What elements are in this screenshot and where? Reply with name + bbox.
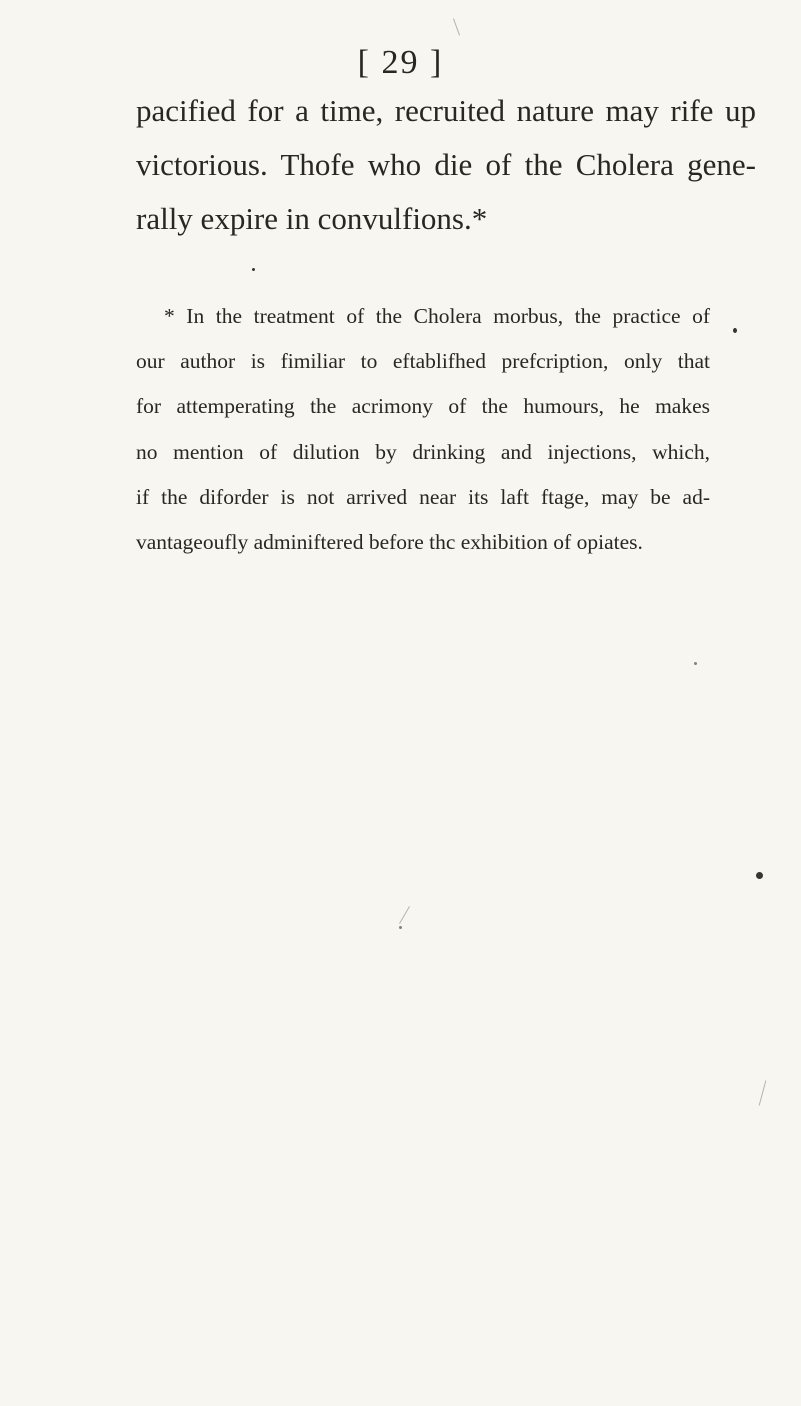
- ink-speck: [694, 662, 697, 665]
- body-line: rally expire in convulfions.*: [136, 201, 488, 236]
- body-line: victorious. Thofe who die of the Cholera gene-: [136, 147, 756, 182]
- footnote-line: our author is fimiliar to eftablifhed prefcription, only that: [136, 349, 710, 374]
- ink-speck: [733, 328, 737, 333]
- ink-speck: [399, 926, 402, 929]
- paper-scratch: [399, 906, 410, 924]
- footnote-line: for attemperating the acrimony of the humours, he makes: [136, 394, 710, 419]
- footnote: [136, 294, 710, 565]
- footnote-line: * In the treatment of the Cholera morbus, the practice of: [164, 304, 710, 328]
- footnote-line: vantageoufly adminiftered before thc exhibition of opiates.: [136, 530, 643, 555]
- paper-scratch: [453, 18, 460, 35]
- footnote-line: if the diforder is not arrived near its laft ftage, may be ad-: [136, 484, 710, 509]
- paper-scratch: [759, 1080, 767, 1105]
- body-line: pacified for a time, recruited nature may rife up: [136, 93, 756, 128]
- main-paragraph: [136, 84, 756, 246]
- ink-speck: [252, 268, 255, 271]
- ink-speck: [756, 872, 763, 879]
- page-number: [ 29 ]: [357, 44, 444, 81]
- footnote-line: no mention of dilution by drinking and injections, which,: [136, 439, 710, 464]
